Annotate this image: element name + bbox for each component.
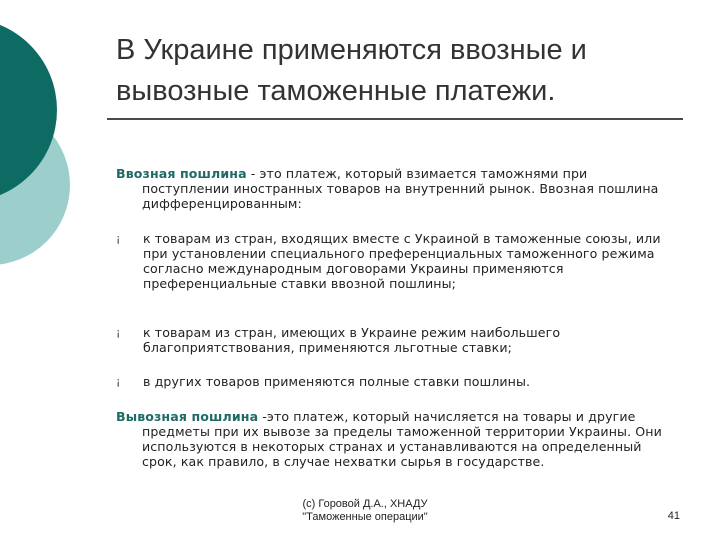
bullet-text: к товарам из стран, входящих вместе с Украиной в таможенные союзы, или при установлении специального преференциальных таможенного режима согласно международным договорами Украины применяются преференциальные ставки ввозной пошлины; [143, 231, 661, 291]
title-divider [107, 118, 683, 120]
bullet-item [116, 325, 676, 355]
footer-author: (c) Горовой Д.А., ХНАДУ [302, 498, 428, 510]
decorative-circles [0, 0, 110, 300]
bullet-marker-icon: ¡ [116, 326, 121, 339]
bullet-item [116, 374, 676, 389]
bullet-item [116, 231, 676, 291]
export-duty-text: -это платеж, который начисляется на товары и другие предметы при их вывозе за пределы таможенной территории Украины. Они используются в некоторых странах и устанавливаются на определенный срок, как правило, в случае нехватки сырья в государстве. [142, 409, 662, 469]
slide-title: В Украине применяются ввозные и вывозные таможенные платежи. [116, 34, 587, 107]
footer [250, 498, 480, 524]
bullet-marker-icon: ¡ [116, 232, 121, 245]
import-duty-text: - это платеж, который взимается таможнями при поступлении иностранных товаров на внутренний рынок. Ввозная пошлина дифференцированным: [142, 166, 659, 211]
bullet-marker-icon: ¡ [116, 375, 121, 388]
bullet-text: в других товаров применяются полные ставки пошлины. [143, 374, 531, 389]
export-duty-term: Вывозная пошлина [116, 409, 259, 424]
import-duty-paragraph [116, 166, 676, 211]
import-duty-term: Ввозная пошлина [116, 166, 247, 181]
export-duty-paragraph [116, 409, 676, 469]
footer-course: "Таможенные операции" [302, 511, 428, 523]
page-number: 41 [667, 510, 680, 522]
bullet-text: к товарам из стран, имеющих в Украине режим наибольшего благоприятствования, применяются льготные ставки; [143, 325, 561, 355]
